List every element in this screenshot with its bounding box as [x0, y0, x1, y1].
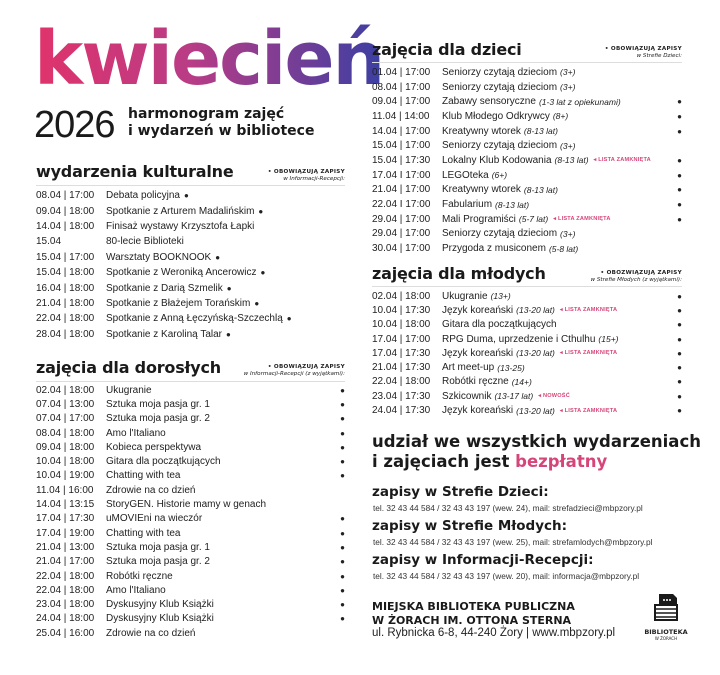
signup-required-bullet-icon: ●	[677, 214, 682, 224]
event-date-time: 15.04 | 18:00	[36, 267, 95, 279]
schedule-row[interactable]	[36, 234, 345, 249]
signup-required-bullet-icon: ●	[340, 614, 345, 624]
library-name	[372, 600, 575, 628]
signup-required-bullet-icon: ●	[340, 571, 345, 581]
event-date-time: 08.04 | 18:00	[36, 427, 95, 439]
signup-required-bullet-icon: ●	[183, 191, 189, 201]
section-heading-cultural: wydarzenia kulturalne	[36, 162, 234, 181]
divider	[372, 62, 682, 63]
event-title: Zdrowie na co dzień	[106, 627, 196, 639]
event-date-time: 14.04 | 13:15	[36, 499, 95, 511]
event-age-note: (13-20 lat)	[516, 305, 555, 316]
note-bold: • OBOWIĄZUJĄ ZAPISY	[267, 169, 345, 175]
signup-required-bullet-icon: ●	[677, 391, 682, 401]
schedule-row[interactable]	[372, 168, 682, 183]
signup-heading-youth: zapisy w Strefie Młodych:	[372, 518, 568, 534]
event-age-note: (8-13 lat)	[523, 184, 558, 195]
schedule-row[interactable]	[372, 227, 682, 242]
signup-required-bullet-icon: ●	[340, 457, 345, 467]
event-date-time: 22.04 | 18:00	[36, 584, 95, 596]
event-age-note: (13-20 lat)	[516, 405, 555, 416]
event-status-tag: ◂ LISTA ZAMKNIĘTA	[559, 350, 618, 357]
schedule-row[interactable]	[372, 80, 682, 95]
signup-required-bullet-icon: ●	[677, 291, 682, 301]
signup-required-bullet-icon: ●	[677, 305, 682, 315]
year: 2026	[34, 104, 115, 146]
divider	[372, 286, 682, 287]
schedule-row[interactable]	[36, 250, 345, 265]
free-admission-banner	[372, 432, 701, 472]
schedule-row[interactable]	[36, 526, 345, 540]
schedule-row[interactable]	[36, 512, 345, 526]
schedule-row[interactable]	[36, 569, 345, 583]
event-date-time: 24.04 | 17:30	[372, 405, 431, 417]
event-age-note: (3+)	[560, 67, 576, 78]
schedule-row[interactable]	[372, 212, 682, 227]
event-title: StoryGEN. Historie mamy w genach	[106, 499, 267, 511]
note-italic: w Informacji-Recepcji (z wyjątkami):	[243, 371, 345, 377]
library-name-line-1: MIEJSKA BIBLIOTEKA PUBLICZNA	[372, 600, 575, 613]
signup-required-bullet-icon: ●	[340, 528, 345, 538]
event-age-note: (13-20 lat)	[516, 348, 555, 359]
note-bold: • OBOWIĄZUJĄ ZAPISY	[267, 364, 345, 370]
schedule-row[interactable]	[36, 280, 345, 295]
page-title: kwiecień	[34, 16, 384, 102]
schedule-row[interactable]	[36, 412, 345, 426]
schedule-row[interactable]	[36, 626, 345, 640]
schedule-row[interactable]	[36, 383, 345, 397]
event-date-time: 25.04 | 16:00	[36, 627, 95, 639]
schedule-row[interactable]	[372, 389, 682, 403]
event-title: Dyskusyjny Klub Książki	[106, 599, 214, 611]
event-date-time: 22.04 | 18:00	[372, 376, 431, 388]
event-date-time: 10.04 | 17:30	[372, 304, 431, 316]
event-title: Seniorzy czytają dzieciom	[442, 228, 558, 240]
schedule-row[interactable]	[36, 454, 345, 468]
schedule-row[interactable]	[36, 497, 345, 511]
event-date-time: 29.04 | 17:00	[372, 228, 431, 240]
signup-note-youth	[591, 270, 682, 284]
signup-required-bullet-icon: ●	[260, 268, 266, 278]
event-title: Język koreański	[442, 304, 514, 316]
schedule-row[interactable]	[372, 124, 682, 139]
signup-note-adults	[244, 364, 345, 378]
free-line-1: udział we wszystkich wydarzeniach	[372, 432, 701, 451]
event-age-note: (8-13 lat)	[495, 199, 530, 210]
schedule-row[interactable]	[36, 311, 345, 326]
event-age-note: (6+)	[491, 170, 508, 181]
signup-required-bullet-icon: ●	[340, 600, 345, 610]
event-date-time: 09.04 | 18:00	[36, 441, 95, 453]
event-title: Spotkanie z Weroniką Ancerowicz	[106, 267, 257, 279]
kids-classes-list	[372, 65, 682, 256]
subtitle-line-2: i wydarzeń w bibliotece	[128, 123, 315, 139]
schedule-row[interactable]	[372, 318, 682, 332]
event-age-note: (3+)	[560, 82, 576, 93]
subtitle	[128, 106, 314, 140]
signup-required-bullet-icon: ●	[340, 585, 345, 595]
event-date-time: 22.04 I 17:00	[372, 199, 431, 211]
library-name-line-2: W ŻORACH IM. OTTONA STERNA	[372, 614, 572, 627]
event-title: Seniorzy czytają dzieciom	[442, 66, 558, 78]
event-age-note: (5-8 lat)	[548, 243, 579, 254]
signup-required-bullet-icon: ●	[677, 170, 682, 180]
event-date-time: 23.04 | 18:00	[36, 599, 95, 611]
signup-required-bullet-icon: ●	[286, 314, 292, 324]
event-title: Debata policyjna	[106, 190, 180, 202]
event-title: Język koreański	[442, 347, 514, 359]
free-highlight: bezpłatny	[515, 452, 608, 471]
signup-heading-kids: zapisy w Strefie Dzieci:	[372, 484, 549, 500]
event-date-time: 11.04 | 16:00	[36, 484, 94, 496]
event-date-time: 21.04 | 17:00	[36, 556, 95, 568]
event-age-note: (8-13 lat)	[523, 126, 558, 137]
event-title: Mali Programiści	[442, 213, 516, 225]
schedule-row[interactable]	[36, 203, 345, 218]
schedule-row[interactable]	[36, 397, 345, 411]
adult-classes-list	[36, 383, 345, 640]
note-italic: w Informacji-Recepcji:	[283, 176, 345, 182]
logo-text: BIBLIOTEKA	[644, 628, 688, 636]
signup-required-bullet-icon: ●	[340, 442, 345, 452]
note-bold: • OBOZWIĄZUJĄ ZAPISY	[600, 270, 682, 276]
signup-required-bullet-icon: ●	[226, 283, 232, 293]
event-age-note: (13-17 lat)	[494, 391, 534, 402]
event-title: Chatting with tea	[106, 470, 181, 482]
divider	[36, 381, 345, 382]
schedule-row[interactable]	[36, 540, 345, 554]
schedule-row[interactable]	[372, 332, 682, 346]
event-date-time: 17.04 | 19:00	[36, 527, 95, 539]
event-date-time: 21.04 | 13:00	[36, 541, 95, 553]
schedule-row[interactable]	[36, 265, 345, 280]
event-date-time: 28.04 | 18:00	[36, 328, 95, 340]
section-heading-kids: zajęcia dla dzieci	[372, 40, 522, 59]
event-title: Sztuka moja pasja gr. 1	[106, 541, 210, 553]
event-title: Finisaż wystawy Krzysztofa Łapki	[106, 220, 255, 232]
event-title: Chatting with tea	[106, 527, 181, 539]
event-date-time: 17.04 | 17:30	[36, 513, 95, 525]
event-age-note: (13+)	[490, 291, 511, 302]
signup-required-bullet-icon: ●	[340, 414, 345, 424]
library-address: ul. Rybnicka 6-8, 44-240 Żory | www.mbpzory.pl	[372, 627, 616, 639]
library-logo	[641, 592, 691, 641]
schedule-row[interactable]	[372, 241, 682, 256]
event-title: Zabawy sensoryczne	[442, 96, 536, 108]
signup-note-kids	[605, 46, 682, 60]
event-title: LEGOteka	[442, 169, 489, 181]
event-date-time: 23.04 | 17:30	[372, 390, 431, 402]
schedule-row[interactable]	[36, 469, 345, 483]
event-title: Robótki ręczne	[106, 570, 173, 582]
event-age-note: (5-7 lat)	[518, 214, 549, 225]
event-title: Spotkanie z Darią Szmelik	[106, 282, 223, 294]
event-status-tag: ◂ LISTA ZAMKNIĘTA	[559, 307, 618, 314]
signup-contact-youth[interactable]: tel. 32 43 44 584 / 32 43 43 197 (wew. 25), mail: strefamlodych@mbpzory.pl	[373, 537, 653, 547]
event-date-time: 22.04 | 18:00	[36, 313, 95, 325]
schedule-row[interactable]	[36, 426, 345, 440]
event-age-note: (15+)	[598, 334, 619, 345]
event-title: Sztuka moja pasja gr. 2	[106, 556, 210, 568]
event-date-time: 21.04 | 17:00	[372, 184, 431, 196]
event-title: Robótki ręczne	[442, 376, 509, 388]
schedule-row[interactable]	[372, 375, 682, 389]
event-date-time: 15.04 | 17:00	[36, 251, 95, 263]
event-date-time: 10.04 | 18:00	[36, 456, 95, 468]
event-date-time: 08.04 | 17:00	[372, 81, 431, 93]
event-age-note: (3+)	[560, 228, 576, 239]
section-heading-youth: zajęcia dla młodych	[372, 264, 546, 283]
event-title: Sztuka moja pasja gr. 1	[106, 398, 210, 410]
schedule-row[interactable]	[372, 94, 682, 109]
schedule-row[interactable]	[372, 109, 682, 124]
event-age-note: (8+)	[552, 111, 569, 122]
schedule-row[interactable]	[372, 303, 682, 317]
schedule-row[interactable]	[372, 289, 682, 303]
event-title: Szkicownik	[442, 390, 492, 402]
event-date-time: 01.04 | 17:00	[372, 66, 431, 78]
logo-subtext: W ŻORACH	[654, 636, 678, 641]
event-title: Warsztaty BOOKNOOK	[106, 251, 212, 263]
event-date-time: 14.04 | 18:00	[36, 220, 95, 232]
schedule-row[interactable]	[372, 346, 682, 360]
signup-required-bullet-icon: ●	[340, 557, 345, 567]
event-title: Klub Młodego Odkrywcy	[442, 110, 550, 122]
event-age-note: (3+)	[560, 140, 576, 151]
signup-required-bullet-icon: ●	[677, 126, 682, 136]
event-title: Amo l'Italiano	[106, 427, 166, 439]
event-age-note: (13-25)	[497, 362, 525, 373]
event-date-time: 29.04 | 17:00	[372, 213, 431, 225]
schedule-row[interactable]	[36, 483, 345, 497]
book-chat-icon	[651, 592, 681, 622]
schedule-row[interactable]	[372, 65, 682, 80]
event-title: Kreatywny wtorek	[442, 184, 521, 196]
event-age-note: (1-3 lat z opiekunami)	[538, 96, 621, 107]
event-title: Kobieca perspektywa	[106, 441, 202, 453]
event-title: Ukugranie	[106, 384, 152, 396]
event-status-tag: ◂ NOWOŚĆ	[538, 393, 570, 400]
event-date-time: 15.04	[36, 236, 62, 248]
signup-required-bullet-icon: ●	[677, 377, 682, 387]
event-date-time: 21.04 | 18:00	[36, 297, 95, 309]
cultural-events-list	[36, 188, 345, 342]
schedule-row[interactable]	[36, 583, 345, 597]
schedule-row[interactable]	[36, 188, 345, 203]
event-date-time: 07.04 | 17:00	[36, 413, 95, 425]
event-title: Lokalny Klub Kodowania	[442, 154, 552, 166]
event-date-time: 17.04 I 17:00	[372, 169, 431, 181]
event-title: Ukugranie	[442, 290, 488, 302]
event-date-time: 09.04 | 18:00	[36, 205, 95, 217]
event-date-time: 11.04 | 14:00	[372, 110, 430, 122]
signup-heading-reception: zapisy w Informacji-Recepcji:	[372, 552, 594, 568]
event-date-time: 24.04 | 18:00	[36, 613, 95, 625]
event-date-time: 30.04 | 17:00	[372, 243, 431, 255]
event-date-time: 09.04 | 17:00	[372, 96, 431, 108]
event-title: 80-lecie Biblioteki	[106, 236, 184, 248]
event-title: Sztuka moja pasja gr. 2	[106, 413, 210, 425]
event-date-time: 15.04 | 17:00	[372, 140, 431, 152]
signup-required-bullet-icon: ●	[340, 428, 345, 438]
signup-required-bullet-icon: ●	[677, 320, 682, 330]
signup-required-bullet-icon: ●	[677, 97, 682, 107]
youth-classes-list	[372, 289, 682, 418]
event-date-time: 21.04 | 17:30	[372, 362, 431, 374]
event-status-tag: ◂ LISTA ZAMKNIĘTA	[559, 407, 618, 414]
section-heading-adults: zajęcia dla dorosłych	[36, 358, 221, 377]
event-date-time: 17.04 | 17:30	[372, 347, 431, 359]
signup-contact-reception[interactable]: tel. 32 43 44 584 / 32 43 43 197 (wew. 20), mail: informacja@mbpzory.pl	[373, 571, 640, 581]
subtitle-line-1: harmonogram zajęć	[128, 106, 285, 122]
event-title: uMOVIEni na wieczór	[106, 513, 203, 525]
free-line-2	[372, 452, 701, 472]
schedule-row[interactable]	[36, 612, 345, 626]
event-date-time: 08.04 | 17:00	[36, 190, 95, 202]
event-title: Spotkanie z Arturem Madalińskim	[106, 205, 255, 217]
signup-required-bullet-icon: ●	[340, 514, 345, 524]
schedule-row[interactable]	[372, 197, 682, 212]
event-title: Zdrowie na co dzień	[106, 484, 196, 496]
event-title: Seniorzy czytają dzieciom	[442, 81, 558, 93]
event-title: RPG Duma, uprzedzenie i Cthulhu	[442, 333, 596, 345]
schedule-row[interactable]	[36, 327, 345, 342]
event-title: Przygoda z musiconem	[442, 243, 546, 255]
signup-required-bullet-icon: ●	[340, 542, 345, 552]
schedule-row[interactable]	[36, 597, 345, 611]
signup-contact-kids[interactable]: tel. 32 43 44 584 / 32 43 43 197 (wew. 24), mail: strefadzieci@mbpzory.pl	[373, 503, 643, 513]
event-date-time: 07.04 | 13:00	[36, 398, 95, 410]
event-date-time: 22.04 | 18:00	[36, 570, 95, 582]
signup-note-cultural	[268, 169, 345, 183]
signup-required-bullet-icon: ●	[677, 406, 682, 416]
event-title: Język koreański	[442, 405, 514, 417]
event-title: Fabularium	[442, 199, 493, 211]
note-italic: w Strefie Dzieci:	[636, 53, 682, 59]
signup-required-bullet-icon: ●	[340, 471, 345, 481]
free-line-2-prefix: i zajęciach jest	[372, 452, 516, 471]
event-title: Spotkanie z Anną Łęczyńską-Szczechlą	[106, 313, 283, 325]
event-title: Art meet-up	[442, 362, 495, 374]
event-title: Gitara dla początkujących	[106, 456, 221, 468]
event-age-note: (14+)	[511, 376, 532, 387]
signup-required-bullet-icon: ●	[215, 252, 221, 262]
event-title: Seniorzy czytają dzieciom	[442, 140, 558, 152]
signup-required-bullet-icon: ●	[254, 298, 260, 308]
schedule-row[interactable]	[372, 138, 682, 153]
signup-required-bullet-icon: ●	[677, 155, 682, 165]
event-status-tag: ◂ LISTA ZAMKNIĘTA	[553, 216, 611, 223]
schedule-row[interactable]	[372, 153, 682, 168]
signup-required-bullet-icon: ●	[677, 334, 682, 344]
schedule-row[interactable]	[372, 403, 682, 417]
event-title: Spotkanie z Błażejem Torańskim	[106, 297, 251, 309]
event-title: Dyskusyjny Klub Książki	[106, 613, 214, 625]
event-title: Spotkanie z Karoliną Talar	[106, 328, 222, 340]
schedule-row[interactable]	[36, 555, 345, 569]
event-date-time: 17.04 | 17:00	[372, 333, 431, 345]
schedule-row[interactable]	[36, 296, 345, 311]
event-date-time: 10.04 | 18:00	[372, 319, 431, 331]
note-bold: • OBOWIĄZUJĄ ZAPISY	[604, 46, 682, 52]
signup-required-bullet-icon: ●	[258, 206, 264, 216]
event-date-time: 15.04 | 17:30	[372, 154, 431, 166]
event-date-time: 02.04 | 18:00	[372, 290, 431, 302]
event-title: Kreatywny wtorek	[442, 125, 521, 137]
signup-required-bullet-icon: ●	[677, 200, 682, 210]
event-date-time: 14.04 | 17:00	[372, 125, 431, 137]
event-date-time: 10.04 | 19:00	[36, 470, 95, 482]
signup-required-bullet-icon: ●	[677, 111, 682, 121]
signup-required-bullet-icon: ●	[677, 348, 682, 358]
event-date-time: 16.04 | 18:00	[36, 282, 95, 294]
schedule-row[interactable]	[36, 219, 345, 234]
signup-required-bullet-icon: ●	[677, 363, 682, 373]
schedule-row[interactable]	[372, 360, 682, 374]
note-italic: w Strefie Młodych (z wyjątkami):	[590, 277, 682, 283]
divider	[36, 185, 345, 186]
event-date-time: 02.04 | 18:00	[36, 384, 95, 396]
event-age-note: (8-13 lat)	[554, 155, 589, 166]
signup-required-bullet-icon: ●	[226, 329, 231, 339]
signup-required-bullet-icon: ●	[340, 399, 345, 409]
signup-required-bullet-icon: ●	[677, 185, 682, 195]
event-title: Gitara dla początkujących	[442, 319, 557, 331]
signup-required-bullet-icon: ●	[340, 385, 345, 395]
event-title: Amo l'Italiano	[106, 584, 166, 596]
schedule-row[interactable]	[372, 183, 682, 198]
schedule-row[interactable]	[36, 440, 345, 454]
event-status-tag: ◂ LISTA ZAMKNIĘTA	[593, 157, 651, 164]
